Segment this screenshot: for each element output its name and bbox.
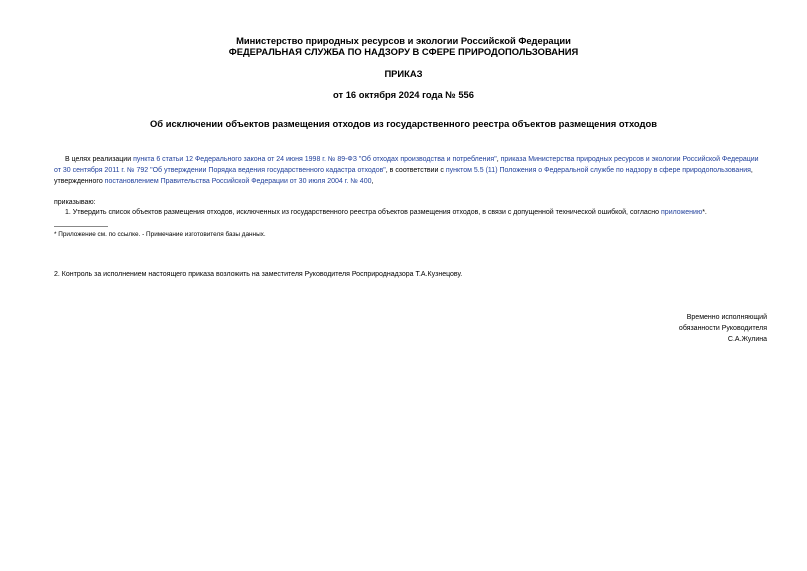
- preamble-text: , в соответствии с: [385, 167, 446, 174]
- signature-line-2: обязанности Руководителя: [678, 325, 767, 332]
- preamble-line-1: [65, 155, 759, 165]
- prikazyvayu-text: приказываю:: [54, 199, 96, 206]
- signatory-name: С.А.Жулина: [727, 336, 767, 343]
- preamble-text: ,: [371, 178, 374, 185]
- footnote-divider: [54, 226, 108, 227]
- preamble-text: В целях реализации: [65, 156, 134, 163]
- preamble-text: утвержденного: [54, 178, 105, 185]
- document-title: Об исключении объектов размещения отходов из государственного реестра объектов размещения отходов: [150, 118, 657, 129]
- government-resolution-link[interactable]: постановлением Правительства Российской Федерации от 30 июля 2004 г. № 400: [104, 178, 372, 185]
- date-number: от 16 октября 2024 года № 556: [333, 89, 474, 100]
- footnote: * Приложение см. по ссылке. - Примечание изготовителя базы данных.: [54, 231, 266, 238]
- preamble-line-3: [54, 177, 373, 187]
- doc-type-heading: ПРИКАЗ: [384, 68, 423, 79]
- item-1: [65, 208, 707, 218]
- item-1-suffix: *.: [702, 209, 707, 216]
- ministry-order-link-cont[interactable]: от 30 сентября 2011 г. № 792 "Об утверждении Порядка ведения государственного кадастра отходов": [54, 167, 386, 174]
- item-2: 2. Контроль за исполнением настоящего приказа возложить на заместителя Руководителя Росприроднадзора Т.А.Кузнецову.: [54, 271, 463, 278]
- appendix-link[interactable]: приложению: [661, 209, 703, 216]
- regulation-link[interactable]: пунктом 5.5 (11) Положения о Федеральной службе по надзору в сфере природопользования: [445, 167, 751, 174]
- preamble-text: ,: [750, 167, 753, 174]
- law-89fz-link[interactable]: пункта 6 статьи 12 Федерального закона от 24 июня 1998 г. № 89-ФЗ "Об отходах производства и потребления": [133, 156, 497, 163]
- signature-line-1: Временно исполняющий: [686, 314, 767, 321]
- ministry-heading: Министерство природных ресурсов и экологии Российской Федерации: [236, 35, 571, 46]
- item-1-text: 1. Утвердить список объектов размещения отходов, исключенных из государственного реестра объектов размещения отходов, в связи с допущенной технической ошибкой, согласно: [65, 209, 662, 216]
- preamble-line-2: [54, 166, 753, 176]
- preamble-text: ,: [496, 156, 501, 163]
- service-heading: ФЕДЕРАЛЬНАЯ СЛУЖБА ПО НАДЗОРУ В СФЕРЕ ПРИРОДОПОЛЬЗОВАНИЯ: [228, 46, 579, 57]
- ministry-order-link[interactable]: приказа Министерства природных ресурсов и экологии Российской Федерации: [500, 156, 759, 163]
